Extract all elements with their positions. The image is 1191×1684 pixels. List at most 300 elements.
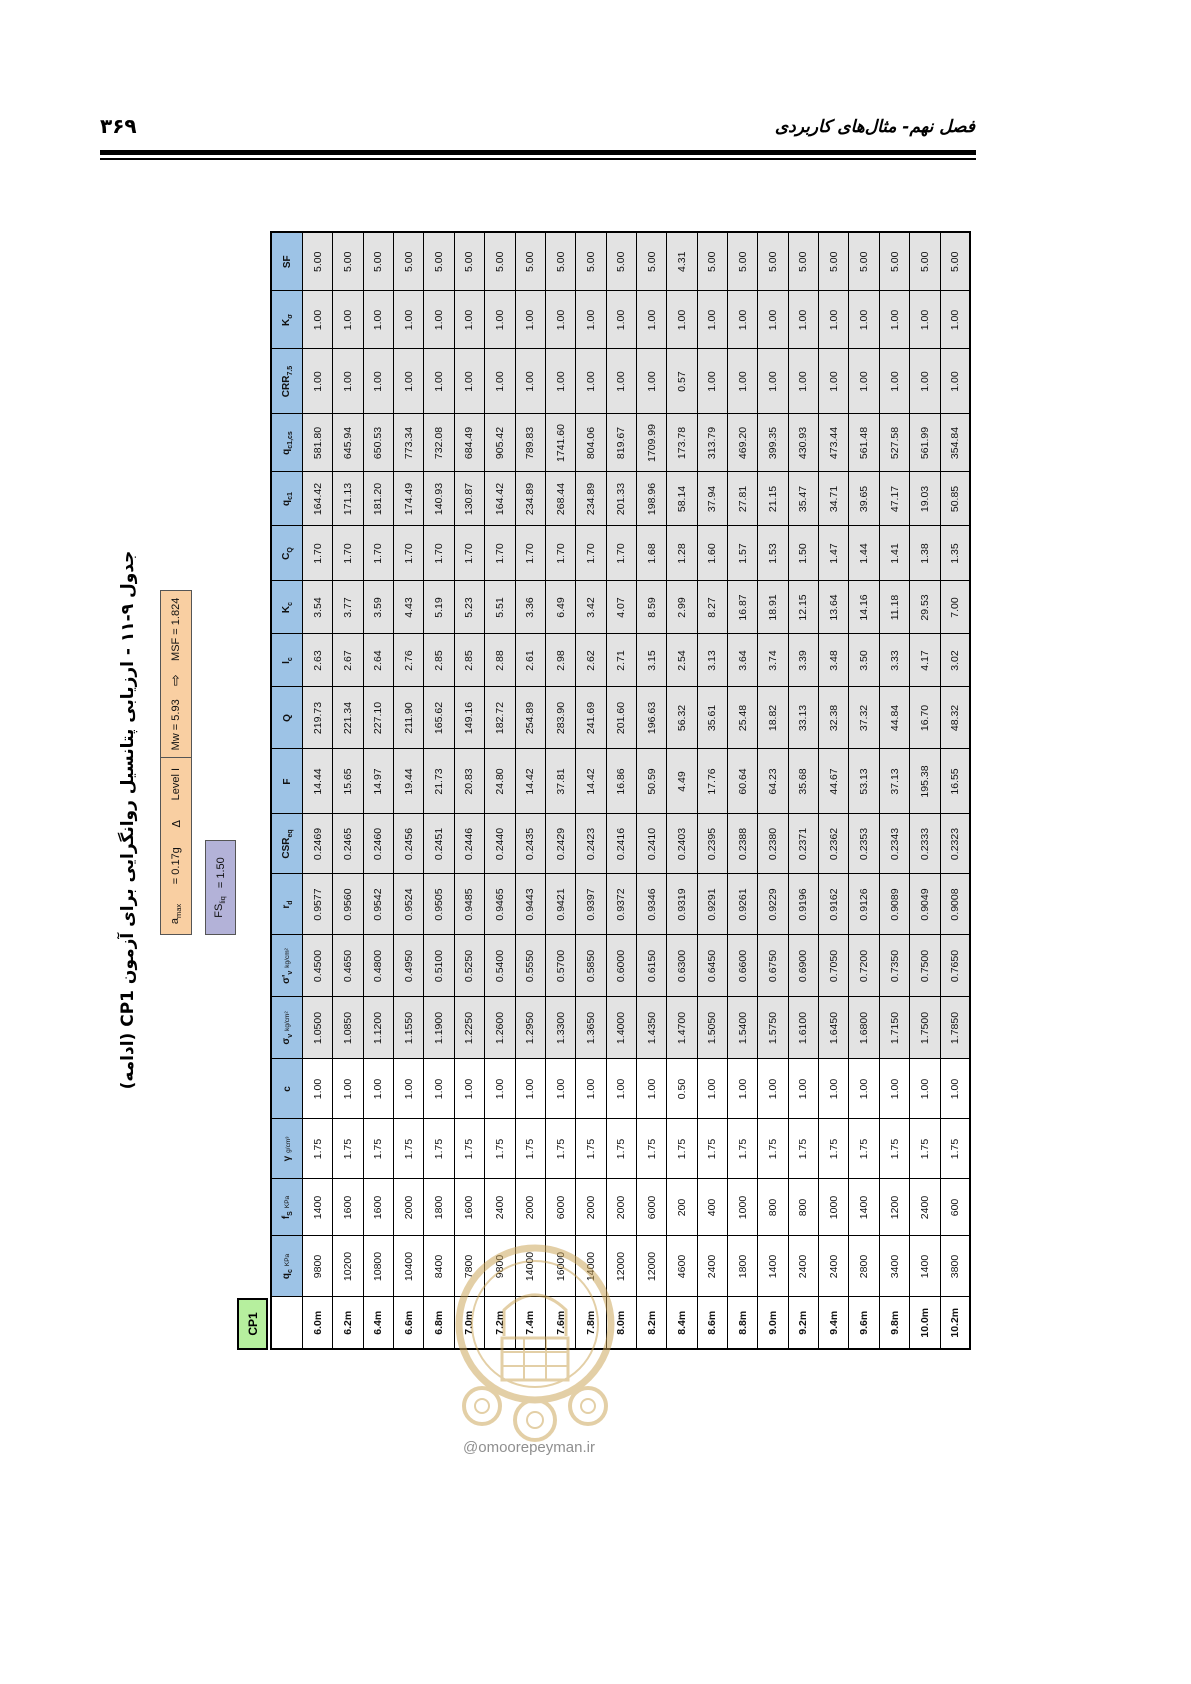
table-cell: 6000 xyxy=(545,1179,575,1236)
table-cell: 165.62 xyxy=(424,687,454,749)
table-cell: 1.00 xyxy=(697,1059,727,1119)
table-cell: 3.13 xyxy=(697,634,727,687)
table-cell: 6.49 xyxy=(545,581,575,634)
table-cell: 1.75 xyxy=(454,1119,484,1179)
depth-cell: 8.6m xyxy=(697,1297,727,1349)
table-cell: 1000 xyxy=(728,1179,758,1236)
level-label: Level I xyxy=(170,767,182,801)
table-cell: 1.00 xyxy=(636,291,666,349)
table-cell: 37.32 xyxy=(849,687,879,749)
table-cell: 5.00 xyxy=(303,232,333,291)
table-cell: 5.51 xyxy=(485,581,515,634)
table-cell: 400 xyxy=(697,1179,727,1236)
table-cell: 1.00 xyxy=(303,349,333,414)
table-cell: 12.15 xyxy=(788,581,818,634)
table-row xyxy=(606,232,636,1349)
column-header-5 xyxy=(271,997,303,1059)
table-cell: 0.5400 xyxy=(485,935,515,997)
table-cell: 2.67 xyxy=(333,634,363,687)
table-cell: 1.00 xyxy=(606,1059,636,1119)
table-cell: 0.5700 xyxy=(545,935,575,997)
table-cell: 221.34 xyxy=(333,687,363,749)
table-cell: 1.70 xyxy=(424,526,454,581)
table-cell: 1.00 xyxy=(394,349,424,414)
table-cell: 1.6100 xyxy=(788,997,818,1059)
table-cell: 2.62 xyxy=(576,634,606,687)
table-cell: 2400 xyxy=(819,1236,849,1297)
table-cell: 3.02 xyxy=(940,634,970,687)
table-cell: 58.14 xyxy=(667,472,697,526)
table-cell: 0.9577 xyxy=(303,874,333,935)
header-rule xyxy=(100,150,976,155)
table-cell: 5.00 xyxy=(758,232,788,291)
table-cell: 0.7050 xyxy=(819,935,849,997)
table-cell: 0.9196 xyxy=(788,874,818,935)
table-cell: 53.13 xyxy=(849,749,879,814)
table-cell: 60.64 xyxy=(728,749,758,814)
column-header-base: CRR xyxy=(280,375,292,398)
table-cell: 0.2380 xyxy=(758,814,788,874)
table-row xyxy=(545,232,575,1349)
table-cell: 0.9346 xyxy=(636,874,666,935)
column-header-base: q xyxy=(280,448,292,455)
table-cell: 469.20 xyxy=(728,414,758,472)
table-cell: 198.96 xyxy=(636,472,666,526)
table-cell: 2.61 xyxy=(515,634,545,687)
column-header-base: f xyxy=(280,1215,292,1220)
table-cell: 0.2465 xyxy=(333,814,363,874)
column-header-12 xyxy=(271,581,303,634)
table-cell: 21.15 xyxy=(758,472,788,526)
depth-cell: 8.2m xyxy=(636,1297,666,1349)
depth-cell: 6.0m xyxy=(303,1297,333,1349)
table-cell: 1.00 xyxy=(606,349,636,414)
table-cell: 732.08 xyxy=(424,414,454,472)
column-header-14 xyxy=(271,472,303,526)
table-cell: 1.70 xyxy=(394,526,424,581)
table-cell: 1.75 xyxy=(363,1119,393,1179)
table-cell: 1.00 xyxy=(545,349,575,414)
table-cell: 1.00 xyxy=(424,291,454,349)
table-cell: 1.00 xyxy=(363,349,393,414)
table-cell: 201.33 xyxy=(606,472,636,526)
table-cell: 800 xyxy=(758,1179,788,1236)
table-cell: 0.6300 xyxy=(667,935,697,997)
table-cell: 0.2435 xyxy=(515,814,545,874)
table-cell: 1.7850 xyxy=(940,997,970,1059)
table-cell: 64.23 xyxy=(758,749,788,814)
table-cell: 10400 xyxy=(394,1236,424,1297)
table-row xyxy=(394,232,424,1349)
table-cell: 3.77 xyxy=(333,581,363,634)
table-cell: 0.6900 xyxy=(788,935,818,997)
table-cell: 5.19 xyxy=(424,581,454,634)
table-cell: 8.27 xyxy=(697,581,727,634)
table-cell: 0.6450 xyxy=(697,935,727,997)
depth-cell: 9.2m xyxy=(788,1297,818,1349)
table-cell: 33.13 xyxy=(788,687,818,749)
table-cell: 1.00 xyxy=(424,349,454,414)
table-cell: 10200 xyxy=(333,1236,363,1297)
column-header-sub: v xyxy=(286,970,294,975)
table-cell: 0.9049 xyxy=(910,874,940,935)
table-cell: 4.07 xyxy=(606,581,636,634)
table-cell: 2.71 xyxy=(606,634,636,687)
table-cell: 1.75 xyxy=(485,1119,515,1179)
fs-liq-label xyxy=(213,896,227,918)
table-cell: 1600 xyxy=(363,1179,393,1236)
table-cell: 1.6450 xyxy=(819,997,849,1059)
table-cell: 0.2460 xyxy=(363,814,393,874)
table-cell: 17.76 xyxy=(697,749,727,814)
table-cell: 149.16 xyxy=(454,687,484,749)
table-cell: 1741.60 xyxy=(545,414,575,472)
table-cell: 1.00 xyxy=(333,291,363,349)
table-cell: 182.72 xyxy=(485,687,515,749)
table-cell: 0.2323 xyxy=(940,814,970,874)
table-cell: 200 xyxy=(667,1179,697,1236)
table-cell: 1.00 xyxy=(819,291,849,349)
column-header-13 xyxy=(271,526,303,581)
table-cell: 4.17 xyxy=(910,634,940,687)
table-cell: 1400 xyxy=(758,1236,788,1297)
table-cell: 0.4800 xyxy=(363,935,393,997)
table-cell: 1.75 xyxy=(394,1119,424,1179)
table-cell: 1.00 xyxy=(303,291,333,349)
table-cell: 1.70 xyxy=(333,526,363,581)
table-cell: 10800 xyxy=(363,1236,393,1297)
table-cell: 5.00 xyxy=(728,232,758,291)
table-cell: 0.9524 xyxy=(394,874,424,935)
table-cell: 1.50 xyxy=(788,526,818,581)
table-cell: 2000 xyxy=(606,1179,636,1236)
table-cell: 5.00 xyxy=(910,232,940,291)
table-cell: 44.67 xyxy=(819,749,849,814)
table-cell: 5.00 xyxy=(424,232,454,291)
table-cell: 5.00 xyxy=(454,232,484,291)
table-cell: 3400 xyxy=(879,1236,909,1297)
table-cell: 7.00 xyxy=(940,581,970,634)
table-cell: 0.2416 xyxy=(606,814,636,874)
table-cell: 561.48 xyxy=(849,414,879,472)
implies-arrow-icon: ⇨ xyxy=(168,674,184,686)
column-header-sub: Q xyxy=(286,547,294,553)
table-cell: 0.6750 xyxy=(758,935,788,997)
table-cell: 1.00 xyxy=(454,291,484,349)
table-cell: 0.7200 xyxy=(849,935,879,997)
table-cell: 0.2451 xyxy=(424,814,454,874)
table-cell: 4.43 xyxy=(394,581,424,634)
table-cell: 1.00 xyxy=(485,349,515,414)
table-cell: 0.5850 xyxy=(576,935,606,997)
table-cell: 5.00 xyxy=(485,232,515,291)
liquefaction-table xyxy=(270,231,971,1350)
table-cell: 16.87 xyxy=(728,581,758,634)
table-cell: 8.59 xyxy=(636,581,666,634)
table-cell: 5.00 xyxy=(788,232,818,291)
table-cell: 0.2395 xyxy=(697,814,727,874)
table-cell: 0.9397 xyxy=(576,874,606,935)
column-header-base: q xyxy=(280,499,292,506)
table-cell: 173.78 xyxy=(667,414,697,472)
table-cell: 5.00 xyxy=(849,232,879,291)
table-cell: 171.13 xyxy=(333,472,363,526)
column-header-sub: c xyxy=(286,657,294,662)
table-cell: 5.00 xyxy=(545,232,575,291)
table-cell: 0.9560 xyxy=(333,874,363,935)
table-cell: 18.91 xyxy=(758,581,788,634)
table-cell: 1.75 xyxy=(606,1119,636,1179)
table-cell: 227.10 xyxy=(363,687,393,749)
table-cell: 21.73 xyxy=(424,749,454,814)
table-cell: 0.9542 xyxy=(363,874,393,935)
table-cell: 1.00 xyxy=(697,291,727,349)
table-cell: 0.9505 xyxy=(424,874,454,935)
depth-cell: 7.4m xyxy=(515,1297,545,1349)
table-cell: 24.80 xyxy=(485,749,515,814)
table-cell: 1.00 xyxy=(485,291,515,349)
acceleration-level-cell xyxy=(161,757,191,934)
table-cell: 0.9229 xyxy=(758,874,788,935)
table-cell: 1.75 xyxy=(636,1119,666,1179)
table-row xyxy=(636,232,666,1349)
table-cell: 14000 xyxy=(576,1236,606,1297)
table-cell: 37.81 xyxy=(545,749,575,814)
column-header-base: q xyxy=(280,1273,292,1280)
mw-value: Mw = 5.93 xyxy=(170,699,182,751)
table-cell: 1400 xyxy=(303,1179,333,1236)
table-cell: 0.4650 xyxy=(333,935,363,997)
depth-cell: 10.0m xyxy=(910,1297,940,1349)
column-header-sub: 7.5 xyxy=(286,365,294,376)
table-cell: 1.5750 xyxy=(758,997,788,1059)
column-header-base: Q xyxy=(281,714,293,722)
table-cell: 234.89 xyxy=(515,472,545,526)
table-cell: 1.0500 xyxy=(303,997,333,1059)
table-row xyxy=(667,232,697,1349)
table-cell: 789.83 xyxy=(515,414,545,472)
table-cell: 645.94 xyxy=(333,414,363,472)
table-cell: 3.42 xyxy=(576,581,606,634)
table-cell: 1.00 xyxy=(636,349,666,414)
table-cell: 1.7150 xyxy=(879,997,909,1059)
table-cell: 5.00 xyxy=(606,232,636,291)
column-header-sub: c xyxy=(286,1269,294,1274)
table-cell: 2800 xyxy=(849,1236,879,1297)
table-cell: 164.42 xyxy=(303,472,333,526)
column-header-base: K xyxy=(280,318,292,327)
table-row xyxy=(454,232,484,1349)
delta-icon: Δ xyxy=(169,819,183,828)
table-cell: 1.7500 xyxy=(910,997,940,1059)
table-cell: 0.9319 xyxy=(667,874,697,935)
table-cell: 1400 xyxy=(910,1236,940,1297)
table-cell: 0.2446 xyxy=(454,814,484,874)
amax-label xyxy=(169,904,183,924)
table-cell: 0.2403 xyxy=(667,814,697,874)
amax-subscript: max xyxy=(174,903,184,919)
table-cell: 0.9291 xyxy=(697,874,727,935)
table-cell: 2.99 xyxy=(667,581,697,634)
table-cell: 3.54 xyxy=(303,581,333,634)
table-cell: 16000 xyxy=(545,1236,575,1297)
table-cell: 473.44 xyxy=(819,414,849,472)
table-cell: 1.00 xyxy=(758,349,788,414)
table-cell: 1.5400 xyxy=(728,997,758,1059)
table-cell: 2.63 xyxy=(303,634,333,687)
fs-symbol: FS xyxy=(213,903,226,918)
depth-cell: 7.8m xyxy=(576,1297,606,1349)
depth-cell: 7.0m xyxy=(454,1297,484,1349)
table-cell: 527.58 xyxy=(879,414,909,472)
rotated-table-sheet xyxy=(110,233,968,1350)
table-cell: 5.00 xyxy=(819,232,849,291)
table-cell: 3.15 xyxy=(636,634,666,687)
table-cell: 1.00 xyxy=(940,349,970,414)
table-cell: 1.00 xyxy=(910,291,940,349)
table-cell: 0.2469 xyxy=(303,814,333,874)
table-cell: 1.00 xyxy=(728,291,758,349)
table-cell: 1.00 xyxy=(758,291,788,349)
table-cell: 804.06 xyxy=(576,414,606,472)
table-cell: 201.60 xyxy=(606,687,636,749)
table-cell: 34.71 xyxy=(819,472,849,526)
table-cell: 1.2950 xyxy=(515,997,545,1059)
table-cell: 219.73 xyxy=(303,687,333,749)
table-cell: 39.65 xyxy=(849,472,879,526)
table-cell: 1.00 xyxy=(394,291,424,349)
depth-cell: 6.4m xyxy=(363,1297,393,1349)
table-cell: 1.44 xyxy=(849,526,879,581)
table-row xyxy=(819,232,849,1349)
msf-value: MSF = 1.824 xyxy=(170,597,182,661)
table-cell: 4.49 xyxy=(667,749,697,814)
table-cell: 1.60 xyxy=(697,526,727,581)
table-cell: 1.00 xyxy=(910,1059,940,1119)
table-cell: 35.47 xyxy=(788,472,818,526)
table-row xyxy=(515,232,545,1349)
table-cell: 819.67 xyxy=(606,414,636,472)
table-cell: 1.70 xyxy=(515,526,545,581)
table-cell: 5.00 xyxy=(333,232,363,291)
table-cell: 1.3650 xyxy=(576,997,606,1059)
column-header-sub: S xyxy=(286,1211,294,1216)
table-cell: 1.00 xyxy=(728,1059,758,1119)
table-cell: 0.9008 xyxy=(940,874,970,935)
table-cell: 1.00 xyxy=(697,349,727,414)
table-cell: 1.00 xyxy=(333,1059,363,1119)
table-cell: 1.00 xyxy=(576,1059,606,1119)
column-header-base: C xyxy=(280,552,292,560)
table-cell: 2.64 xyxy=(363,634,393,687)
running-head: فصل نهم- مثال‌های کاربردی xyxy=(774,117,975,137)
table-cell: 1.00 xyxy=(788,1059,818,1119)
table-cell: 773.34 xyxy=(394,414,424,472)
table-cell: 195.38 xyxy=(910,749,940,814)
table-cell: 2.54 xyxy=(667,634,697,687)
table-cell: 650.53 xyxy=(363,414,393,472)
table-cell: 3.39 xyxy=(788,634,818,687)
table-cell: 37.13 xyxy=(879,749,909,814)
amax-symbol: a xyxy=(168,918,181,925)
table-cell: 254.89 xyxy=(515,687,545,749)
table-cell: 14.42 xyxy=(576,749,606,814)
table-cell: 5.00 xyxy=(636,232,666,291)
table-cell: 1.70 xyxy=(303,526,333,581)
column-header-0 xyxy=(271,1297,303,1349)
table-cell: 140.93 xyxy=(424,472,454,526)
column-header-unit: KPa xyxy=(283,1195,291,1209)
table-cell: 3.59 xyxy=(363,581,393,634)
column-header-sub: c1,cs xyxy=(286,431,294,449)
table-cell: 3.50 xyxy=(849,634,879,687)
table-row xyxy=(363,232,393,1349)
table-cell: 14.42 xyxy=(515,749,545,814)
table-cell: 1.41 xyxy=(879,526,909,581)
table-cell: 20.83 xyxy=(454,749,484,814)
table-cell: 1.38 xyxy=(910,526,940,581)
depth-cell: 8.8m xyxy=(728,1297,758,1349)
column-header-unit: KPa xyxy=(283,1253,291,1267)
table-cell: 211.90 xyxy=(394,687,424,749)
table-cell: 1.75 xyxy=(940,1119,970,1179)
table-cell: 0.2410 xyxy=(636,814,666,874)
table-cell: 13.64 xyxy=(819,581,849,634)
table-row xyxy=(333,232,363,1349)
table-cell: 9800 xyxy=(303,1236,333,1297)
column-header-7 xyxy=(271,874,303,935)
table-cell: 50.85 xyxy=(940,472,970,526)
table-cell: 8400 xyxy=(424,1236,454,1297)
table-cell: 0.5550 xyxy=(515,935,545,997)
column-header-unit: kg/cm² xyxy=(283,1011,291,1031)
table-cell: 3.36 xyxy=(515,581,545,634)
table-cell: 0.7650 xyxy=(940,935,970,997)
table-row xyxy=(303,232,333,1349)
table-cell: 1.00 xyxy=(758,1059,788,1119)
table-cell: 48.32 xyxy=(940,687,970,749)
table-cell: 44.84 xyxy=(879,687,909,749)
table-cell: 905.42 xyxy=(485,414,515,472)
column-header-2 xyxy=(271,1179,303,1236)
table-cell: 2.98 xyxy=(545,634,575,687)
table-cell: 0.2440 xyxy=(485,814,515,874)
table-cell: 0.2371 xyxy=(788,814,818,874)
column-header-base: c xyxy=(281,1086,293,1092)
table-cell: 0.2343 xyxy=(879,814,909,874)
table-cell: 1.00 xyxy=(667,291,697,349)
table-cell: 1.00 xyxy=(485,1059,515,1119)
table-cell: 1.00 xyxy=(819,349,849,414)
table-cell: 1800 xyxy=(424,1179,454,1236)
table-cell: 0.2429 xyxy=(545,814,575,874)
column-header-sub: σ xyxy=(286,313,294,319)
table-cell: 313.79 xyxy=(697,414,727,472)
table-cell: 14.97 xyxy=(363,749,393,814)
table-cell: 5.00 xyxy=(576,232,606,291)
table-cell: 6000 xyxy=(636,1179,666,1236)
table-cell: 2400 xyxy=(697,1236,727,1297)
table-cell: 600 xyxy=(940,1179,970,1236)
table-cell: 1.2600 xyxy=(485,997,515,1059)
table-cell: 14000 xyxy=(515,1236,545,1297)
table-cell: 1.75 xyxy=(545,1119,575,1179)
table-cell: 1.70 xyxy=(545,526,575,581)
depth-cell: 7.2m xyxy=(485,1297,515,1349)
table-cell: 0.2456 xyxy=(394,814,424,874)
table-row xyxy=(758,232,788,1349)
table-cell: 1.0850 xyxy=(333,997,363,1059)
